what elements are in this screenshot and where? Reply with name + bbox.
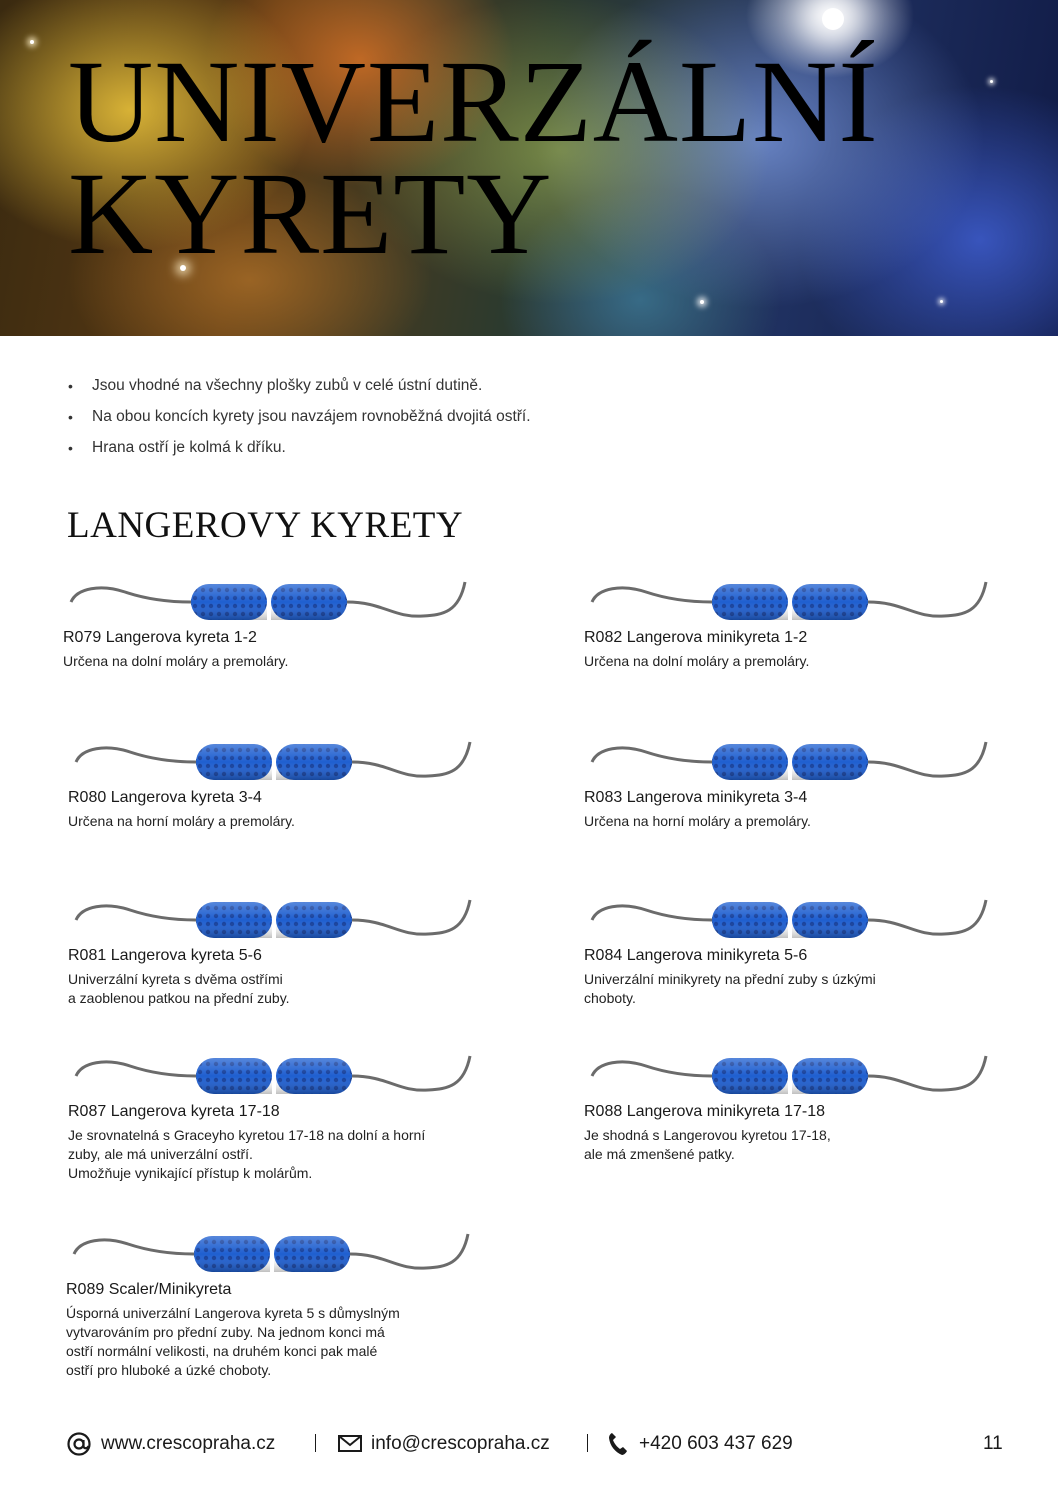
- feature-list: [66, 376, 531, 469]
- website-link[interactable]: www.crescopraha.cz: [101, 1433, 276, 1454]
- product-r088: [584, 1036, 1004, 1164]
- product-description-line: Úsporná univerzální Langerova kyreta 5 s důmyslným: [66, 1305, 400, 1321]
- star: [30, 40, 34, 44]
- page-title-line2: KYRETY: [68, 148, 553, 279]
- phone-link[interactable]: +420 603 437 629: [639, 1433, 793, 1454]
- product-description: [68, 812, 488, 831]
- product-r089: [66, 1214, 486, 1380]
- feature-list-item: • Na obou koncích kyrety jsou navzájem rovnoběžná dvojitá ostří.: [66, 407, 531, 438]
- product-description: [584, 652, 1004, 671]
- page-title: [68, 36, 879, 279]
- product-description: [66, 1304, 486, 1380]
- product-description: [584, 970, 1004, 1008]
- product-description-line: Univerzální kyreta s dvěma ostřími: [68, 971, 283, 987]
- product-r082: [584, 562, 1004, 671]
- product-title: R080 Langerova kyreta 3-4: [68, 789, 262, 806]
- product-r081: [68, 880, 488, 1008]
- product-description: [63, 652, 483, 671]
- product-description: [68, 970, 488, 1008]
- product-description: [584, 1126, 1004, 1164]
- product-description-line: choboty.: [584, 990, 636, 1006]
- product-title: R082 Langerova minikyreta 1-2: [584, 629, 808, 646]
- curette-image: [68, 1036, 478, 1100]
- product-r084: [584, 880, 1004, 1008]
- product-description: [584, 812, 1004, 831]
- product-description-line: Určena na horní moláry a premoláry.: [68, 813, 295, 829]
- footer: [66, 1428, 1006, 1460]
- product-description-line: ale má zmenšené patky.: [584, 1146, 735, 1162]
- curette-image: [63, 562, 473, 626]
- product-description-line: a zaoblenou patkou na přední zuby.: [68, 990, 290, 1006]
- product-description-line: vytvarováním pro přední zuby. Na jednom konci má: [66, 1324, 385, 1340]
- curette-image: [584, 562, 994, 626]
- product-r083: [584, 722, 1004, 831]
- curette-image: [584, 880, 994, 944]
- product-description-line: Je shodná s Langerovou kyretou 17-18,: [584, 1127, 831, 1143]
- product-description-line: zuby, ale má univerzální ostří.: [68, 1146, 253, 1162]
- star: [940, 300, 943, 303]
- footer-divider: [315, 1434, 316, 1452]
- star: [990, 80, 993, 83]
- product-description-line: Určena na horní moláry a premoláry.: [584, 813, 811, 829]
- product-r087: [68, 1036, 488, 1183]
- product-description-line: ostří normální velikosti, na druhém konci pak malé: [66, 1343, 378, 1359]
- email-link[interactable]: info@crescopraha.cz: [371, 1433, 550, 1454]
- product-description-line: Určena na dolní moláry a premoláry.: [584, 653, 810, 669]
- header-banner: [0, 0, 1058, 336]
- page-number: 11: [983, 1433, 1003, 1454]
- at-icon: [66, 1431, 92, 1457]
- product-title: R088 Langerova minikyreta 17-18: [584, 1103, 826, 1120]
- product-description-line: Je srovnatelná s Graceyho kyretou 17-18 na dolní a horní: [68, 1127, 426, 1143]
- footer-divider: [587, 1434, 588, 1452]
- curette-image: [66, 1214, 476, 1278]
- product-description-line: Umožňuje vynikající přístup k molárům.: [68, 1165, 313, 1181]
- product-description-line: Univerzální minikyrety na přední zuby s úzkými: [584, 971, 876, 987]
- product-description-line: Určena na dolní moláry a premoláry.: [63, 653, 289, 669]
- product-description-line: ostří pro hluboké a úzké choboty.: [66, 1362, 272, 1378]
- phone-icon: [608, 1432, 628, 1456]
- product-title: R079 Langerova kyreta 1-2: [63, 629, 257, 646]
- star: [822, 8, 844, 30]
- product-r080: [68, 722, 488, 831]
- curette-image: [68, 722, 478, 786]
- product-r079: [63, 562, 483, 671]
- feature-list-item: • Hrana ostří je kolmá k dříku.: [66, 438, 531, 469]
- curette-image: [584, 1036, 994, 1100]
- product-title: R089 Scaler/Minikyreta: [66, 1281, 232, 1298]
- product-title: R087 Langerova kyreta 17-18: [68, 1103, 280, 1120]
- product-description: [68, 1126, 488, 1183]
- curette-image: [584, 722, 994, 786]
- envelope-icon: [338, 1435, 362, 1452]
- page-title-line1: UNIVERZÁLNÍ: [68, 36, 879, 167]
- feature-list-item: • Jsou vhodné na všechny plošky zubů v celé ústní dutině.: [66, 376, 531, 407]
- product-title: R084 Langerova minikyreta 5-6: [584, 947, 808, 964]
- curette-image: [68, 880, 478, 944]
- section-title: LANGEROVY KYRETY: [67, 505, 464, 546]
- product-title: R083 Langerova minikyreta 3-4: [584, 789, 808, 806]
- product-title: R081 Langerova kyreta 5-6: [68, 947, 262, 964]
- star: [700, 300, 704, 304]
